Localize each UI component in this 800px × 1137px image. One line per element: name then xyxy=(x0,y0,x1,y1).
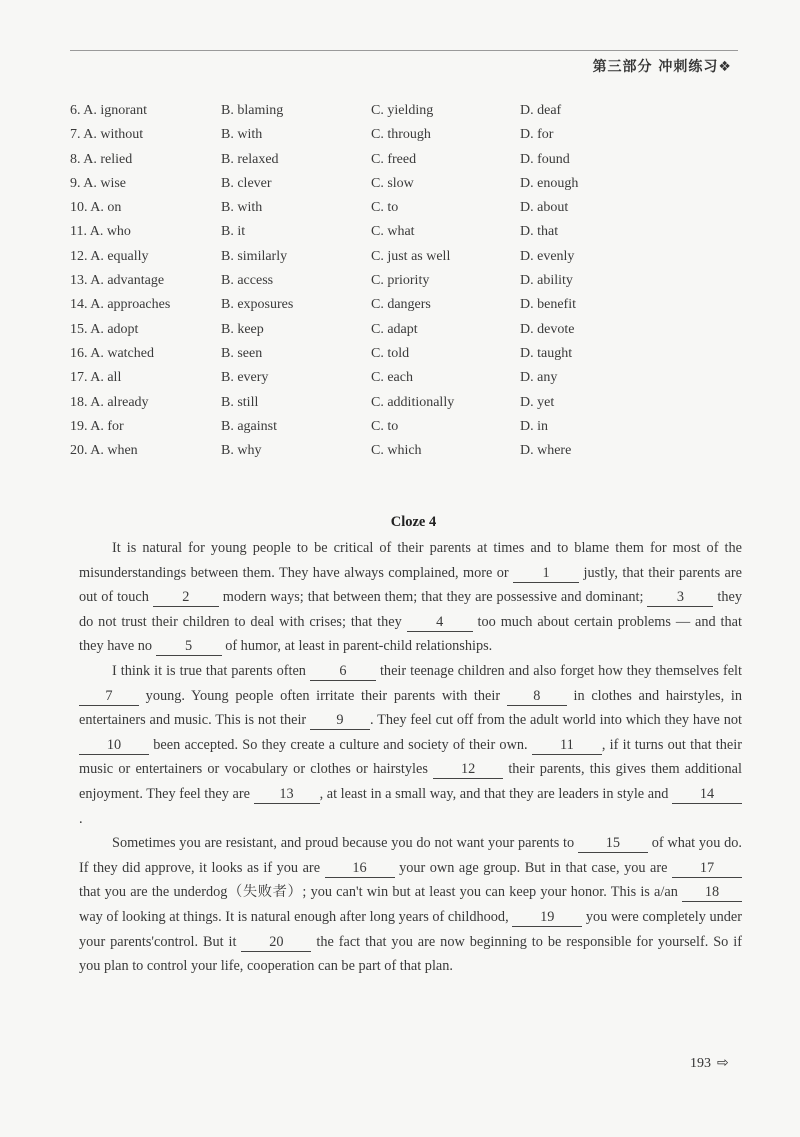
option-choice: B. blaming xyxy=(221,103,284,118)
option-choice: C. which xyxy=(371,443,422,459)
option-row xyxy=(70,149,670,173)
option-choice: D. devote xyxy=(520,321,575,337)
option-choice: D. yet xyxy=(520,394,555,410)
option-row xyxy=(70,100,670,124)
page-footer xyxy=(690,1055,729,1072)
cloze-blank: 8 xyxy=(507,687,567,706)
option-choice: 12. A. equally xyxy=(70,248,149,264)
option-row xyxy=(70,197,670,221)
option-row xyxy=(70,319,670,343)
next-page-arrow-icon: ⇨ xyxy=(717,1055,729,1071)
cloze-blank: 12 xyxy=(433,760,503,779)
cloze-text: you were completely under your parents'control. But it xyxy=(79,908,743,950)
option-choice: C. freed xyxy=(371,151,417,167)
cloze-text: too much about certain problems — and that they have no xyxy=(79,613,742,655)
cloze-passage xyxy=(79,511,742,979)
cloze-text: that you are the underdog（失败者）; you can't win but at least you can keep your honor. This is a/an xyxy=(79,884,682,901)
page-number: 193 xyxy=(690,1056,711,1071)
cloze-paragraph-1 xyxy=(79,536,742,659)
cloze-blank: 18 xyxy=(682,883,742,902)
cloze-blank: 20 xyxy=(241,933,311,952)
option-choice: B. similarly xyxy=(221,248,288,264)
cloze-text: young. Young people often irritate their parents with their xyxy=(139,687,507,704)
cloze-blank: 11 xyxy=(532,736,602,755)
page-header xyxy=(70,0,738,80)
option-choice: C. through xyxy=(371,127,431,143)
cloze-paragraph-2 xyxy=(79,659,742,831)
cloze-title: Cloze 4 xyxy=(390,514,437,530)
cloze-text: modern ways; that between them; that they are possessive and dominant; xyxy=(218,589,648,606)
option-choice: B. clever xyxy=(221,175,272,191)
option-choice: D. in xyxy=(520,418,548,434)
cloze-text: your own age group. But in that case, you are xyxy=(394,859,673,876)
option-choice: 13. A. advantage xyxy=(70,273,165,289)
option-choice: 17. A. all xyxy=(70,370,122,386)
option-choice: B. seen xyxy=(221,345,263,361)
cloze-text: Sometimes you are resistant, and proud because you do not want your parents to xyxy=(112,835,578,852)
cloze-text: It is natural for young people to be critical of their parents at times and to blame them for most of the misunderstandings between them. They have always complained, more or xyxy=(79,540,742,581)
option-row xyxy=(70,392,670,416)
cloze-text: in clothes and hairstyles, in entertainers and music. This is not their xyxy=(79,687,743,729)
option-choice: B. access xyxy=(221,273,274,289)
option-choice: D. about xyxy=(520,200,569,216)
option-choice: C. additionally xyxy=(371,394,455,410)
option-row xyxy=(70,294,670,318)
option-choice: B. exposures xyxy=(221,297,294,313)
option-choice: C. yielding xyxy=(371,103,434,118)
option-choice: B. against xyxy=(221,418,277,434)
option-choice: C. priority xyxy=(371,273,430,289)
option-choice: D. enough xyxy=(520,175,579,191)
option-choice: D. deaf xyxy=(520,103,562,118)
option-choice: D. where xyxy=(520,443,572,459)
cloze-text: . They feel cut off from the adult world into which they have not xyxy=(370,712,742,729)
cloze-blank: 5 xyxy=(156,637,222,656)
option-choice: C. dangers xyxy=(371,297,431,313)
option-choice: 20. A. when xyxy=(70,443,138,459)
cloze-text: , if it turns out that their music or entertainers or vocabulary or clothes or hairstyles xyxy=(79,736,742,778)
option-choice: 14. A. approaches xyxy=(70,297,171,313)
cloze-blank: 6 xyxy=(310,662,376,681)
option-choice: B. with xyxy=(221,127,263,143)
cloze-text: been accepted. So they create a culture and society of their own. xyxy=(149,736,532,753)
answer-options-list xyxy=(70,100,670,464)
option-row xyxy=(70,440,670,464)
option-row xyxy=(70,343,670,367)
option-choice: C. told xyxy=(371,345,410,361)
cloze-blank: 3 xyxy=(647,588,713,607)
cloze-blank: 19 xyxy=(512,908,582,927)
option-row xyxy=(70,367,670,391)
option-choice: 7. A. without xyxy=(70,127,144,143)
option-row xyxy=(70,416,670,440)
cloze-blank: 14 xyxy=(672,785,742,804)
cloze-blank: 4 xyxy=(407,613,473,632)
cloze-text: . xyxy=(79,810,83,827)
header-rule xyxy=(70,50,738,51)
option-choice: B. relaxed xyxy=(221,151,279,167)
cloze-blank: 9 xyxy=(310,711,370,730)
cloze-text: of humor, at least in parent-child relationships. xyxy=(221,638,493,655)
option-choice: D. found xyxy=(520,151,570,167)
cloze-text: I think it is true that parents often xyxy=(112,662,310,679)
cloze-text: of what you do. If they did approve, it looks as if you are xyxy=(79,835,742,876)
option-choice: C. slow xyxy=(371,175,414,191)
option-choice: 6. A. ignorant xyxy=(70,103,147,118)
cloze-text: their parents, this gives them additional enjoyment. They feel they are xyxy=(79,761,742,802)
option-row xyxy=(70,270,670,294)
cloze-blank: 16 xyxy=(325,859,395,878)
option-row xyxy=(70,124,670,148)
option-choice: B. every xyxy=(221,370,269,386)
option-choice: D. for xyxy=(520,127,554,143)
option-choice: C. to xyxy=(371,200,399,216)
cloze-blank: 15 xyxy=(578,834,648,853)
cloze-blank: 10 xyxy=(79,736,149,755)
option-choice: D. that xyxy=(520,224,559,240)
option-choice: C. just as well xyxy=(371,248,451,264)
cloze-blank: 17 xyxy=(672,859,742,878)
option-choice: D. taught xyxy=(520,345,573,361)
section-title: 第三部分 冲刺练习❖ xyxy=(592,59,732,75)
option-choice: 19. A. for xyxy=(70,418,124,434)
option-choice: 16. A. watched xyxy=(70,345,154,361)
cloze-text: the fact that you are now beginning to be responsible for yourself. So if you plan to control your life, cooperation can be part of that plan. xyxy=(79,933,742,975)
option-row xyxy=(70,246,670,270)
cloze-text: they do not trust their children to deal with crises; that they xyxy=(79,589,742,630)
option-row xyxy=(70,221,670,245)
cloze-text: , at least in a small way, and that they are leaders in style and xyxy=(319,785,673,802)
option-choice: D. any xyxy=(520,370,558,386)
option-row xyxy=(70,173,670,197)
option-choice: 9. A. wise xyxy=(70,175,126,191)
option-choice: B. it xyxy=(221,224,246,240)
cloze-text: way of looking at things. It is natural enough after long years of childhood, xyxy=(79,908,513,925)
cloze-text: their teenage children and also forget how they themselves felt xyxy=(375,662,742,679)
option-choice: 11. A. who xyxy=(70,224,131,240)
option-choice: C. each xyxy=(371,370,413,386)
option-choice: B. with xyxy=(221,200,263,216)
option-choice: D. evenly xyxy=(520,248,575,264)
cloze-blank: 1 xyxy=(513,564,579,583)
option-choice: B. still xyxy=(221,394,259,410)
option-choice: 15. A. adopt xyxy=(70,321,139,337)
option-choice: 18. A. already xyxy=(70,394,149,410)
cloze-blank: 7 xyxy=(79,687,139,706)
option-choice: 8. A. relied xyxy=(70,151,133,167)
option-choice: D. ability xyxy=(520,273,573,289)
cloze-blank: 2 xyxy=(153,588,219,607)
cloze-paragraph-3 xyxy=(79,831,742,979)
option-choice: C. what xyxy=(371,224,415,240)
option-choice: B. keep xyxy=(221,321,264,337)
cloze-text: justly, that their parents are out of touch xyxy=(79,564,743,606)
cloze-blank: 13 xyxy=(254,785,320,804)
option-choice: B. why xyxy=(221,443,262,459)
option-choice: D. benefit xyxy=(520,297,576,313)
option-choice: C. adapt xyxy=(371,321,418,337)
option-choice: 10. A. on xyxy=(70,200,122,216)
option-choice: C. to xyxy=(371,418,399,434)
